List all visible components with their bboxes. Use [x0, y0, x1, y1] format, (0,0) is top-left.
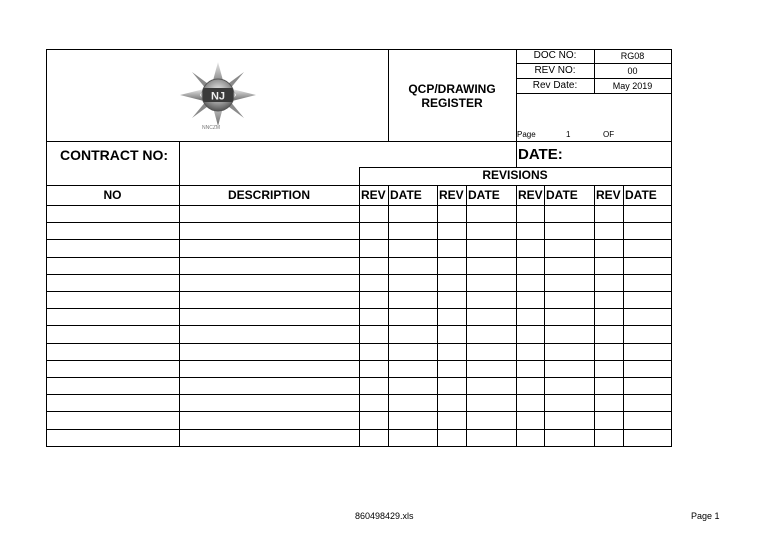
rev-date-label: Rev Date:	[532, 80, 578, 91]
column-header-rev: REV	[518, 188, 543, 202]
company-name: NNCZM	[202, 125, 221, 131]
doc-no-value: RG08	[620, 51, 645, 61]
footer-page: Page 1	[691, 511, 720, 521]
table-row[interactable]	[47, 275, 671, 291]
rev-no-label: REV NO:	[534, 65, 576, 76]
table-row[interactable]	[47, 395, 671, 411]
page-label: Page	[517, 130, 536, 139]
table-row[interactable]	[47, 378, 671, 394]
column-header-date: DATE	[468, 188, 500, 202]
column-header-date: DATE	[390, 188, 422, 202]
title-line-1: QCP/DRAWING	[408, 82, 496, 96]
table-row[interactable]	[47, 430, 671, 446]
table-row[interactable]	[47, 309, 671, 325]
table-row[interactable]	[47, 240, 671, 256]
table-row[interactable]	[47, 223, 671, 239]
form-title	[388, 82, 516, 110]
column-header-rev: REV	[596, 188, 621, 202]
contract-no-label: CONTRACT NO:	[60, 147, 169, 163]
rev-no-value: 00	[627, 66, 638, 76]
revisions-label: REVISIONS	[482, 168, 548, 182]
column-header-rev: REV	[439, 188, 464, 202]
table-row[interactable]	[47, 326, 671, 342]
doc-no-label: DOC NO:	[533, 50, 577, 61]
table-row[interactable]	[47, 361, 671, 377]
table-row[interactable]	[47, 344, 671, 360]
date-label: DATE:	[518, 146, 563, 163]
table-row[interactable]	[47, 292, 671, 308]
column-header-date: DATE	[625, 188, 657, 202]
column-header-no: NO	[103, 188, 122, 202]
page-number: 1	[566, 130, 571, 139]
rev-date-value: May 2019	[612, 81, 653, 91]
column-header-rev: REV	[361, 188, 386, 202]
table-row[interactable]	[47, 412, 671, 428]
column-header-description: DESCRIPTION	[227, 188, 310, 202]
footer-filename: 860498429.xls	[355, 511, 414, 521]
column-header-date: DATE	[546, 188, 578, 202]
page-of-label: OF	[603, 130, 615, 139]
svg-text:NJ: NJ	[210, 90, 226, 103]
title-line-2: REGISTER	[421, 96, 483, 110]
table-row[interactable]	[47, 258, 671, 274]
table-row[interactable]	[47, 206, 671, 222]
